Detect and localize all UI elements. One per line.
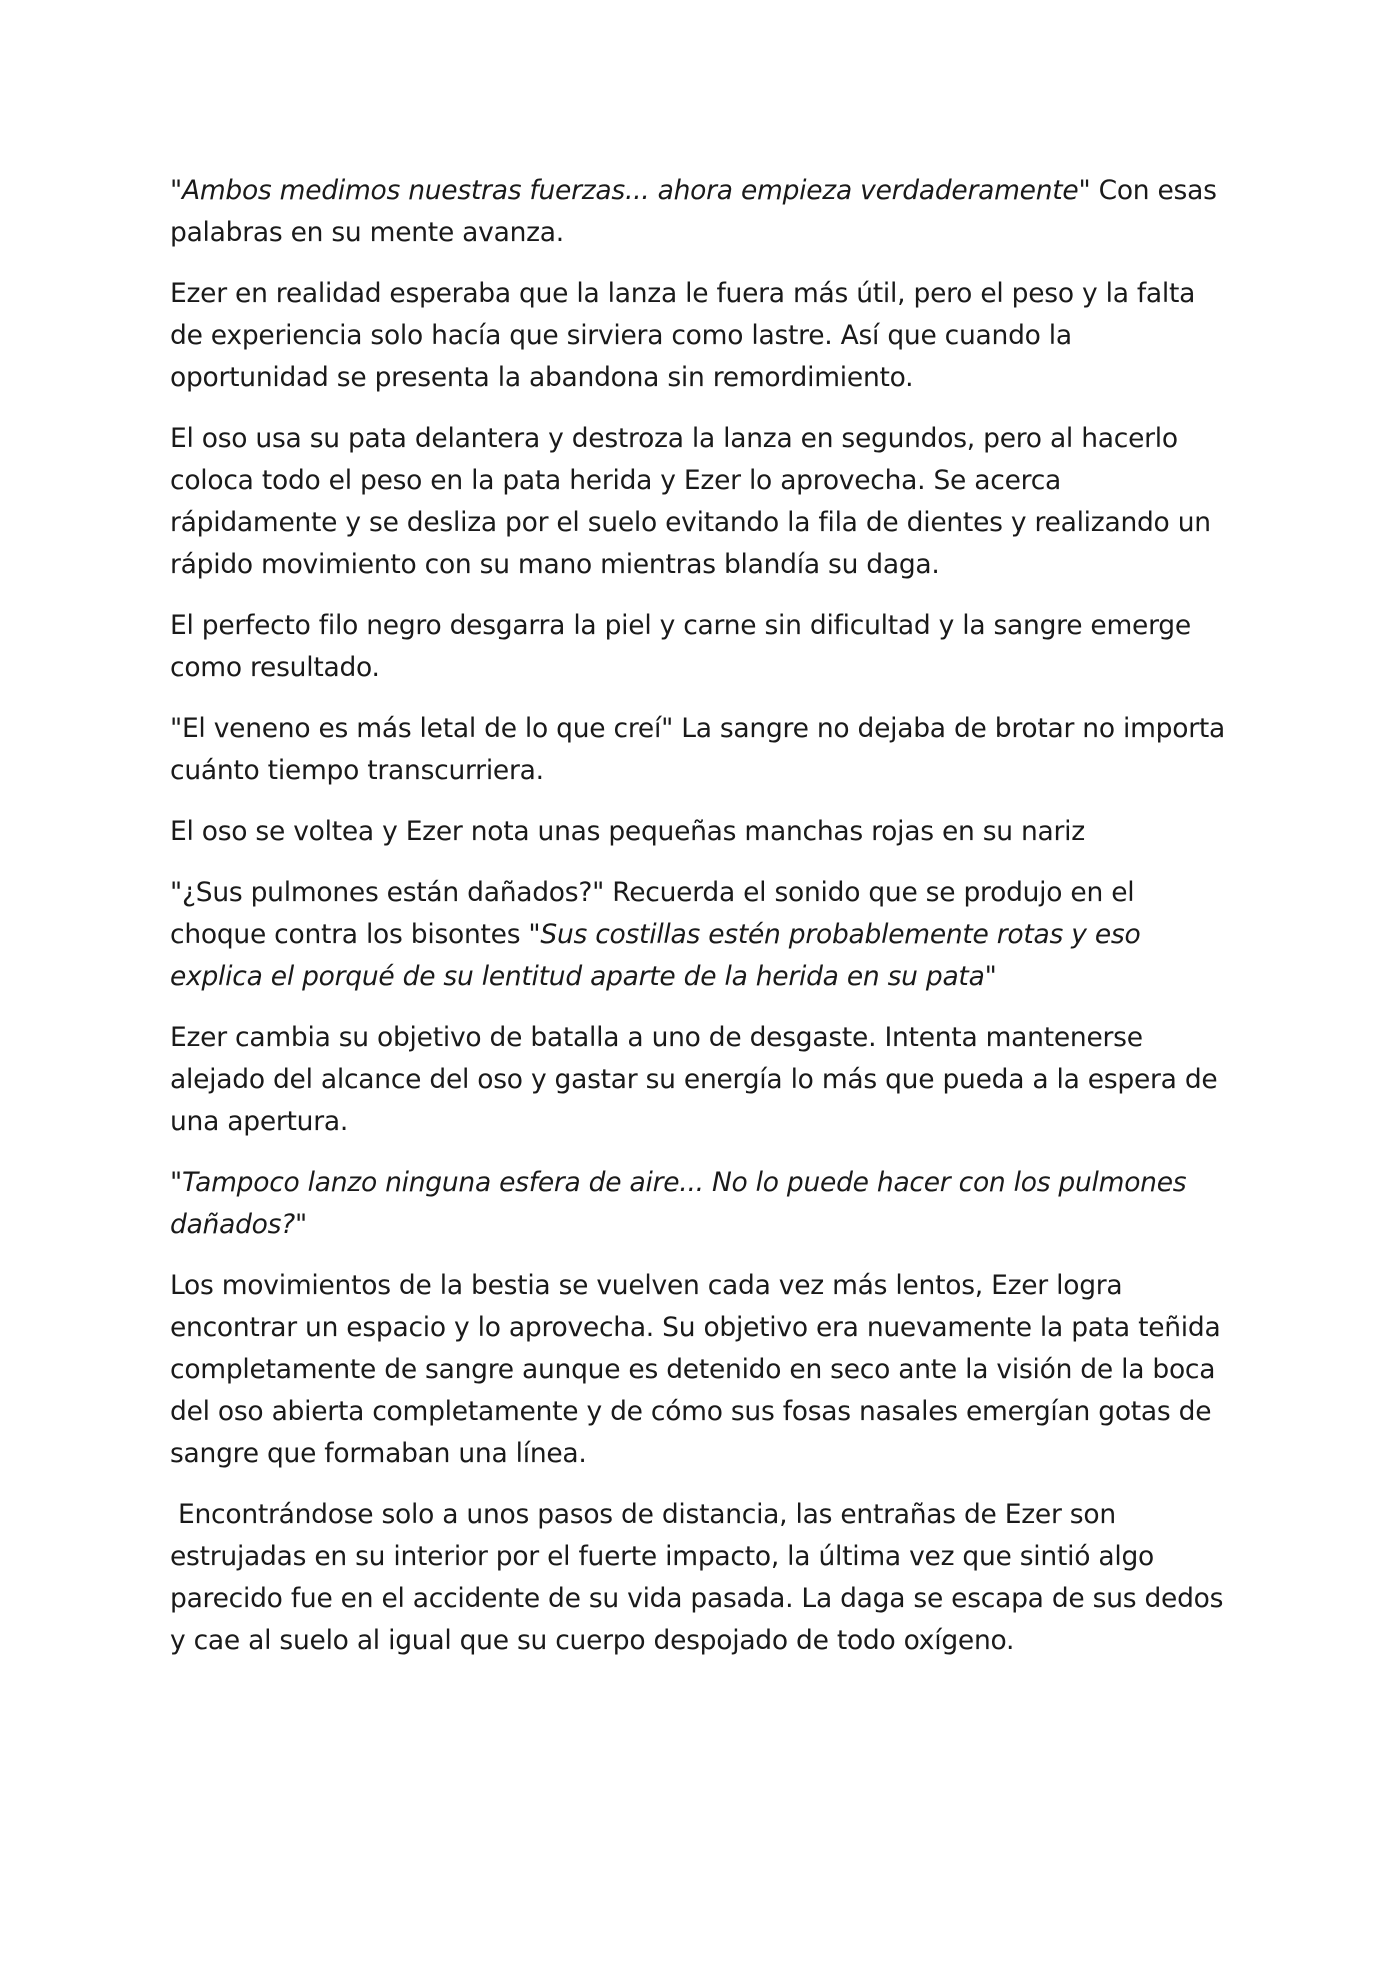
italic-thought: Tampoco lanzo ninguna esfera de aire... No lo puede hacer con los pulmones dañados? <box>170 1167 1187 1240</box>
text-segment: "¿Sus pulmones están dañados?" Recuerda el sonido que se produjo en el choque contra los bisontes " <box>170 877 1135 950</box>
text-segment: "El veneno es más letal de lo que creí" La sangre no dejaba de brotar no importa cuánto tiempo transcurriera. <box>170 713 1225 786</box>
italic-thought: Ambos medimos nuestras fuerzas... ahora empieza verdaderamente <box>181 175 1079 206</box>
paragraph-9 <box>170 1162 1230 1246</box>
text-segment: Ezer cambia su objetivo de batalla a uno de desgaste. Intenta mantenerse alejado del alcance del oso y gastar su energía lo más que pueda a la espera de una apertura. <box>170 1022 1218 1137</box>
text-segment: El oso se voltea y Ezer nota unas pequeñas manchas rojas en su nariz <box>170 816 1085 847</box>
paragraph-4 <box>170 605 1230 689</box>
text-segment: El perfecto filo negro desgarra la piel y carne sin dificultad y la sangre emerge como resultado. <box>170 610 1191 683</box>
paragraph-11 <box>170 1494 1230 1662</box>
document-body <box>170 170 1230 1681</box>
paragraph-5 <box>170 708 1230 792</box>
paragraph-7 <box>170 872 1230 998</box>
text-segment: " <box>170 175 182 206</box>
text-segment: " <box>984 961 997 992</box>
text-segment: Encontrándose solo a unos pasos de distancia, las entrañas de Ezer son estrujadas en su interior por el fuerte impacto, la última vez que sintió algo parecido fue en el accidente de su vida pasada. La daga se escapa de sus dedos y cae al suelo al igual que su cuerpo despojado de todo oxígeno. <box>170 1499 1224 1656</box>
paragraph-2 <box>170 273 1230 399</box>
text-segment: Los movimientos de la bestia se vuelven cada vez más lentos, Ezer logra encontrar un espacio y lo aprovecha. Su objetivo era nuevamente la pata teñida completamente de sangre aunque es detenido en seco ante la visión de la boca del oso abierta completamente y de cómo sus fosas nasales emergían gotas de sangre que formaban una línea. <box>170 1270 1221 1469</box>
paragraph-8 <box>170 1017 1230 1143</box>
paragraph-6 <box>170 811 1230 853</box>
italic-thought: Sus costillas estén probablemente rotas y eso explica el porqué de su lentitud aparte de la herida en su pata <box>170 919 1141 992</box>
text-segment: Ezer en realidad esperaba que la lanza le fuera más útil, pero el peso y la falta de experiencia solo hacía que sirviera como lastre. Así que cuando la oportunidad se presenta la abandona sin remordimiento. <box>170 278 1196 393</box>
text-segment: " Con esas palabras en su mente avanza. <box>170 175 1217 248</box>
paragraph-10 <box>170 1265 1230 1475</box>
paragraph-1 <box>170 170 1230 254</box>
paragraph-3 <box>170 418 1230 586</box>
text-segment: " <box>295 1209 307 1240</box>
text-segment: " <box>170 1167 182 1198</box>
text-segment: El oso usa su pata delantera y destroza la lanza en segundos, pero al hacerlo coloca todo el peso en la pata herida y Ezer lo aprovecha. Se acerca rápidamente y se desliza por el suelo evitando la fila de dientes y realizando un rápido movimiento con su mano mientras blandía su daga. <box>170 423 1211 580</box>
